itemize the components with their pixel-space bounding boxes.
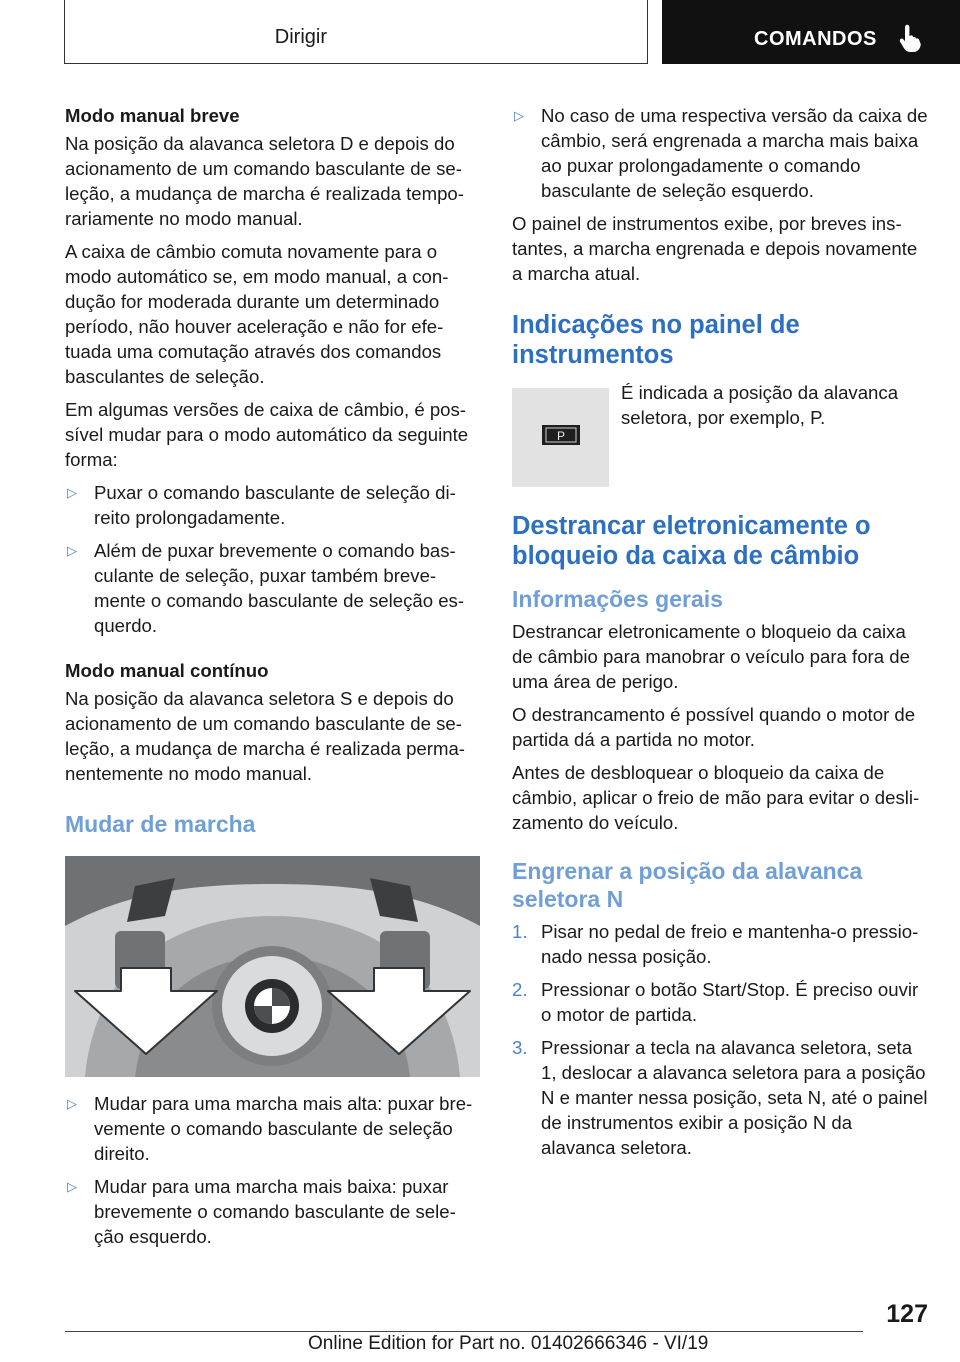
paragraph: Destrancar eletronicamente o bloqueio da caixa de câmbio para manobrar o veículo para fora de uma área de perigo. xyxy=(512,621,910,692)
chapter-title: COMANDOS xyxy=(754,28,877,50)
footer-divider xyxy=(65,1331,863,1332)
bullet-list xyxy=(65,480,478,638)
hand-pointer-icon xyxy=(898,24,924,54)
engage-n-heading: Engrenar a posição da alavanca seletora N xyxy=(512,858,863,912)
manual-continuous-heading: Modo manual contínuo xyxy=(65,660,269,681)
shift-heading: Mudar de marcha xyxy=(65,811,256,837)
gear-letter: P xyxy=(556,429,566,443)
step-item xyxy=(512,977,928,1027)
list-item xyxy=(512,103,928,203)
triangle-bullet-icon: ▷ xyxy=(67,543,77,558)
list-item-text: No caso de uma respectiva versão da caixa de câmbio, será engrenada a marcha mais baixa ao puxar prolongadamente o comando basculante de seleção esquerdo. xyxy=(541,105,928,201)
gear-indicator-icon xyxy=(512,388,609,487)
page-number: 127 xyxy=(886,1300,928,1328)
chapter-tab xyxy=(662,0,960,64)
bullet-list xyxy=(512,103,928,203)
paragraph: A caixa de câmbio comuta novamente para o modo automático se, em modo manual, a con‐ dução for moderada durante um determinado período, não houver aceleração e não for efe‐ tuada uma comutação através dos comandos basculantes de seleção. xyxy=(65,241,449,387)
edition-footer: Online Edition for Part no. 01402666346 - VI/19 xyxy=(308,1333,709,1354)
step-text: Pressionar a tecla na alavanca seletora, seta 1, deslocar a alavanca seletora para a posição N e manter nessa posição, seta N, até o painel de instrumentos exibir a posição N da alavanca seletora. xyxy=(541,1037,928,1158)
list-item xyxy=(65,480,478,530)
list-item xyxy=(65,1174,478,1249)
steps-list xyxy=(512,919,928,1160)
general-info-heading: Informações gerais xyxy=(512,586,723,612)
step-item xyxy=(512,1035,928,1160)
triangle-bullet-icon: ▷ xyxy=(67,1096,77,1111)
step-number: 2. xyxy=(512,979,528,1000)
left-column xyxy=(65,103,478,1257)
list-item-text: Além de puxar brevemente o comando bas‐ culante de seleção, puxar também breve‐ mente o comando basculante de seleção es‐ querdo. xyxy=(94,540,465,636)
steering-wheel-image xyxy=(65,856,480,1077)
bullet-list xyxy=(65,1091,478,1249)
right-column xyxy=(512,103,928,1168)
list-item xyxy=(65,1091,478,1166)
step-number: 1. xyxy=(512,921,528,942)
indication-text: É indicada a posição da alavanca seletora, por exemplo, P. xyxy=(621,382,899,428)
unlock-heading: Destrancar eletronicamente o bloqueio da caixa de câmbio xyxy=(512,512,871,570)
indications-heading: Indicações no painel de instrumentos xyxy=(512,311,800,369)
triangle-bullet-icon: ▷ xyxy=(67,485,77,500)
paragraph: O painel de instrumentos exibe, por breves ins‐ tantes, a marcha engrenada e depois novamente a marcha atual. xyxy=(512,213,918,284)
paragraph: Na posição da alavanca seletora S e depois do acionamento de um comando basculante de se‐ leção, a mudança de marcha é realizada perma‐ nentemente no modo manual. xyxy=(65,688,465,784)
paragraph: Em algumas versões de caixa de câmbio, é pos‐ sível mudar para o modo automático da seguinte forma: xyxy=(65,399,469,470)
list-item-text: Mudar para uma marcha mais alta: puxar bre‐ vemente o comando basculante de seleção direito. xyxy=(94,1093,473,1164)
step-number: 3. xyxy=(512,1037,528,1058)
paragraph: Na posição da alavanca seletora D e depois do acionamento de um comando basculante de se‐ leção, a mudança de marcha é realizada tempo‐ rariamente no modo manual. xyxy=(65,133,464,229)
paragraph: O destrancamento é possível quando o motor de partida dá a partida no motor. xyxy=(512,704,916,750)
section-title: Dirigir xyxy=(274,26,327,48)
list-item xyxy=(65,538,478,638)
gear-display-image xyxy=(512,388,609,487)
step-text: Pressionar o botão Start/Stop. É preciso ouvir o motor de partida. xyxy=(541,979,919,1025)
paragraph: Antes de desbloquear o bloqueio da caixa de câmbio, aplicar o freio de mão para evitar o desli‐ zamento do veículo. xyxy=(512,762,920,833)
indication-block xyxy=(512,380,928,487)
triangle-bullet-icon: ▷ xyxy=(514,108,524,123)
triangle-bullet-icon: ▷ xyxy=(67,1179,77,1194)
step-text: Pisar no pedal de freio e mantenha-o pressio‐ nado nessa posição. xyxy=(541,921,919,967)
list-item-text: Puxar o comando basculante de seleção di‐ reito prolongadamente. xyxy=(94,482,456,528)
header-frame xyxy=(64,0,648,64)
list-item-text: Mudar para uma marcha mais baixa: puxar brevemente o comando basculante de sele‐ ção esquerdo. xyxy=(94,1176,456,1247)
step-item xyxy=(512,919,928,969)
manual-brief-heading: Modo manual breve xyxy=(65,105,240,126)
